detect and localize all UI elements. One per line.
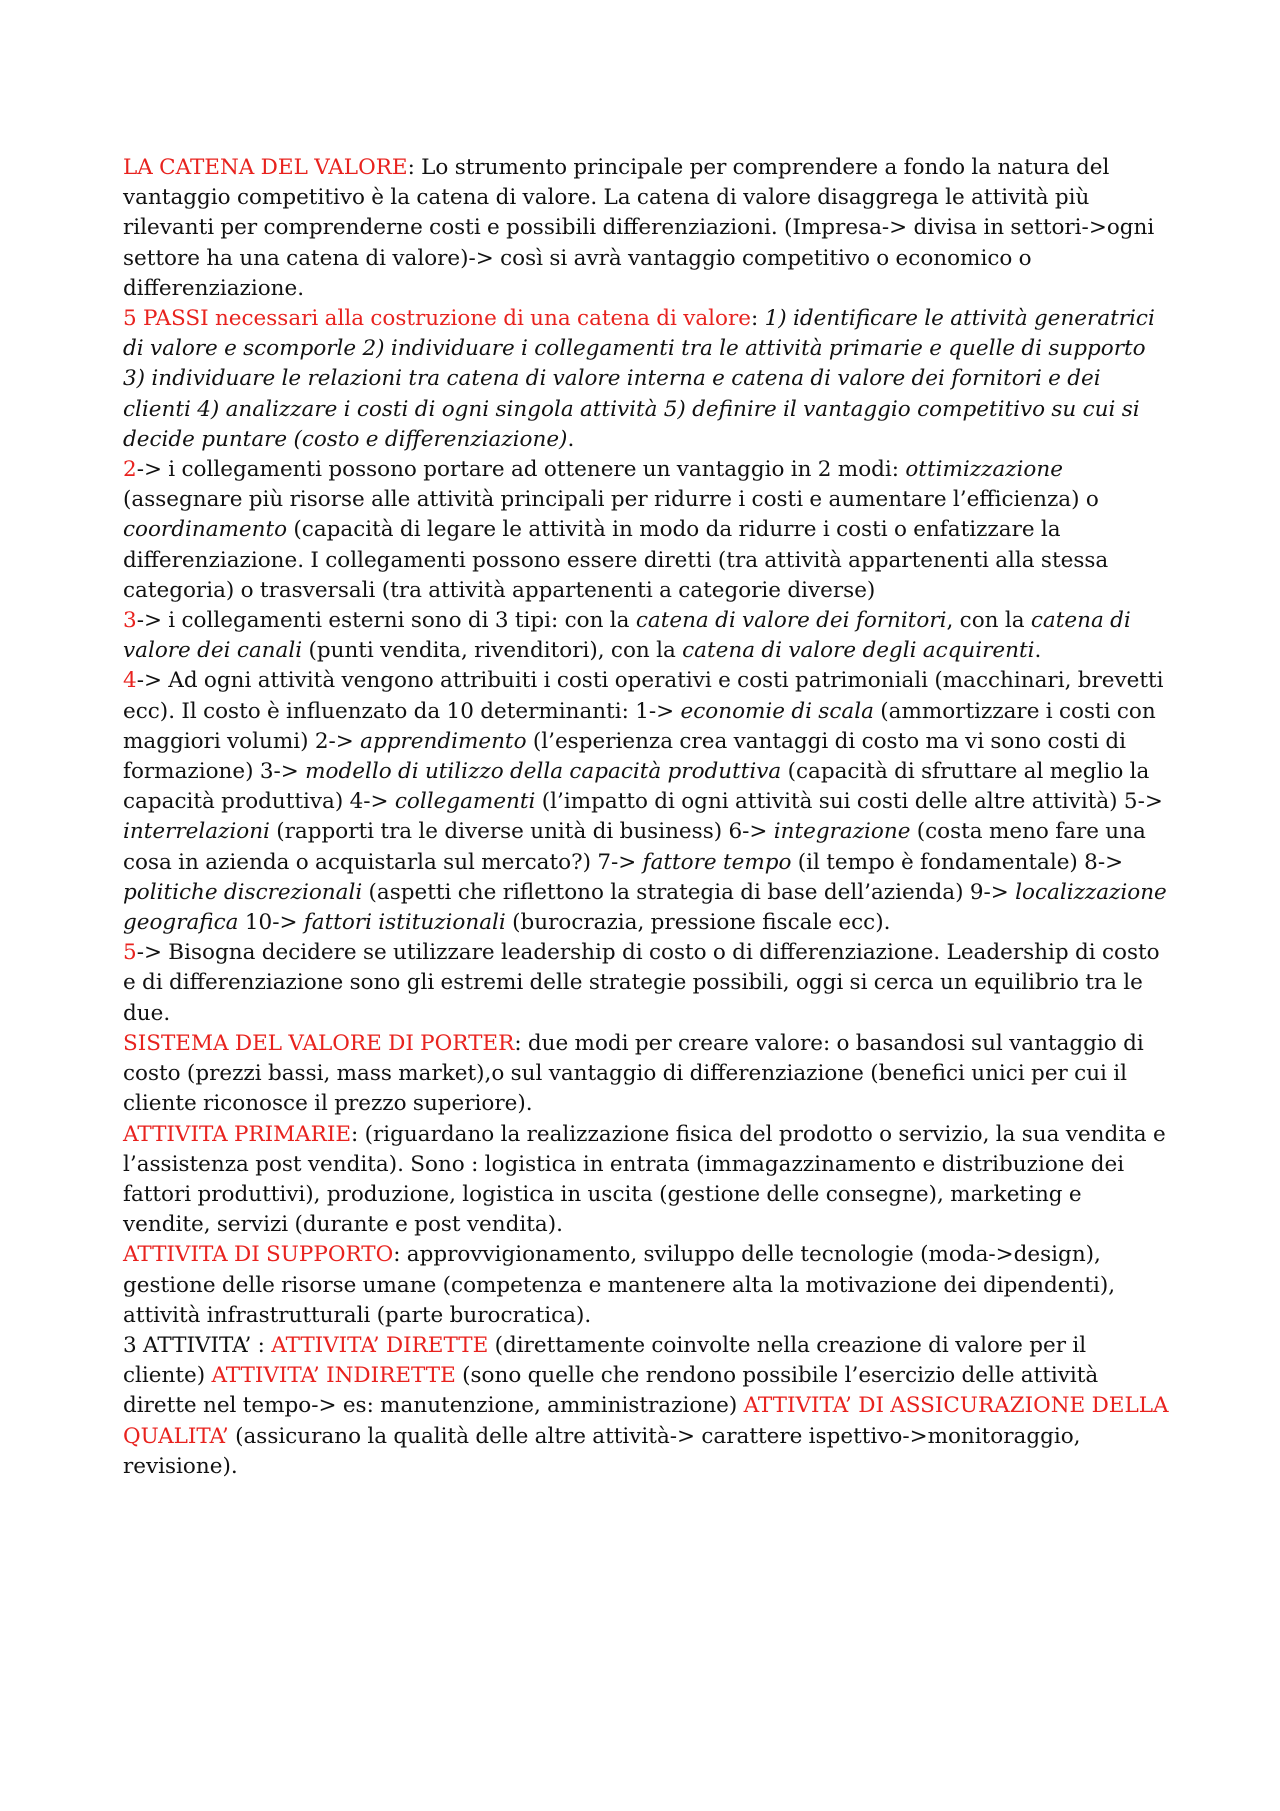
body-text: (ammortizzare i costi con maggiori volumi) 2-> [123,698,1156,754]
body-text: -> i collegamenti esterni sono di 3 tipi: con la [136,608,636,634]
body-text: . [567,426,575,452]
italic-text: modello di utilizzo della capacità produttiva [305,759,782,785]
heading-label: SISTEMA DEL VALORE DI PORTER [123,1030,515,1056]
paragraph-cinque-passi [123,304,1173,455]
body-text: (il tempo è fondamentale) 8-> [791,849,1124,875]
heading-label: ATTIVITA DI SUPPORTO [123,1242,394,1268]
heading-label: ATTIVITA’ DI ASSICURAZIONE DELLA QUALITA’ [123,1393,1169,1449]
body-text: (costa meno fare una cosa in azienda o acquistarla sul mercato?) 7-> [123,819,1146,875]
heading-label: ATTIVITA’ DIRETTE [271,1332,489,1358]
paragraph-sistema-porter [123,1029,1173,1120]
body-text: , con la [946,608,1031,634]
italic-text: politiche discrezionali [123,879,363,905]
heading-label: ATTIVITA’ INDIRETTE [211,1363,456,1389]
paragraph-passo-5 [123,938,1173,1029]
paragraph-tre-attivita [123,1331,1173,1482]
paragraph-passo-4 [123,666,1173,938]
italic-text: ottimizzazione [905,457,1063,483]
heading-label: 5 [123,940,137,966]
italic-text: fattori istituzionali [303,910,506,936]
paragraph-passo-2 [123,455,1173,606]
heading-label: 5 PASSI necessari alla costruzione di una catena di valore [123,306,752,332]
heading-label: LA CATENA DEL VALORE [123,155,408,180]
heading-label: 4 [123,668,137,694]
body-text: . [1034,638,1042,664]
body-text: (direttamente coinvolte nella creazione di valore per il cliente) [123,1332,1087,1389]
body-text: (l’impatto di ogni attività sui costi delle altre attività) 5-> [535,789,1163,815]
body-text: (sono quelle che rendono possibile l’esercizio delle attività dirette nel tempo-> es: manutenzione, amministrazione) [123,1363,1099,1419]
heading-label: 2 [123,457,137,483]
italic-text: integrazione [773,819,911,845]
body-text: -> Bisogna decidere se utilizzare leadership di costo o di differenziazione. Leadership di costo e di differenziazione sono gli estremi delle strategie possibili, oggi si cerca un equilibrio tra le due. [123,940,1160,1026]
body-text: 3 ATTIVITA’ : [123,1332,272,1358]
body-text: (punti vendita, rivenditori), con la [302,638,683,664]
body-text: 10-> [238,910,304,936]
body-text: : Lo strumento principale per comprendere a fondo la natura del vantaggio competitivo è la catena di valore. La catena di valore disaggrega le attività più rilevanti per comprenderne costi e possibili differenziazioni. (Impresa-> divisa in settori->ogni settore ha una catena di valore)-> così si avrà vantaggio competitivo o economico o differenziazione. [123,155,1155,301]
body-text: (rapporti tra le diverse unità di business) 6-> [269,819,774,845]
italic-text: localizzazione geografica [123,879,1167,936]
body-text: (capacità di sfruttare al meglio la capacità produttiva) 4-> [123,759,1150,815]
italic-text: interrelazioni [123,819,270,845]
paragraph-catena-valore [123,153,1173,304]
body-text: (capacità di legare le attività in modo da ridurre i costi o enfatizzare la differenziazione. I collegamenti possono essere diretti (tra attività appartenenti alla stessa categoria) o trasversali (tra attività appartenenti a categorie diverse) [123,517,1109,603]
italic-text: apprendimento [360,728,527,754]
document-body [123,153,1173,1482]
italic-text: 1) identificare le attività generatrici di valore e scomporle 2) individuare i collegamenti tra le attività primarie e quelle di supporto 3) individuare le relazioni tra catena di valore interna e catena di valore dei fornitori e dei clienti 4) analizzare i costi di ogni singola attività 5) definire il vantaggio competitivo su cui si decide puntare (costo e differenziazione) [123,306,1155,452]
italic-text: catena di valore dei fornitori [635,608,947,634]
body-text: (assicurano la qualità delle altre attività-> carattere ispettivo->monitoraggio, revisione). [123,1423,1081,1479]
paragraph-attivita-supporto [123,1240,1173,1331]
italic-text: catena di valore dei canali [123,608,1131,664]
body-text: : due modi per creare valore: o basandosi sul vantaggio di costo (prezzi bassi, mass market),o sul vantaggio di differenziazione (benefici unici per cui il cliente riconosce il prezzo superiore). [123,1030,1144,1117]
body-text: : [751,306,765,332]
italic-text: fattore tempo [642,849,792,875]
paragraph-passo-3 [123,606,1173,666]
paragraph-attivita-primarie [123,1120,1173,1241]
italic-text: coordinamento [123,517,288,543]
heading-label: ATTIVITA PRIMARIE [123,1121,352,1147]
body-text: -> Ad ogni attività vengono attribuiti i costi operativi e costi patrimoniali (macchinari, brevetti ecc). Il costo è influenzato da 10 determinanti: 1-> [123,668,1164,724]
italic-text: collegamenti [394,789,536,815]
body-text: -> i collegamenti possono portare ad ottenere un vantaggio in 2 modi: [136,457,906,483]
heading-label: 3 [123,608,137,634]
italic-text: economie di scala [680,698,874,724]
body-text: (l’esperienza crea vantaggi di costo ma vi sono costi di formazione) 3-> [123,728,1127,785]
body-text: : (riguardano la realizzazione fisica del prodotto o servizio, la sua vendita e l’assistenza post vendita). Sono : logistica in entrata (immagazzinamento e distribuzione dei fattori produttivi), produzione, logistica in uscita (gestione delle consegne), marketing e vendite, servizi (durante e post vendita). [123,1121,1166,1238]
body-text: (aspetti che riflettono la strategia di base dell’azienda) 9-> [362,879,1016,905]
body-text: (assegnare più risorse alle attività principali per ridurre i costi e aumentare l’efficienza) o [123,487,1099,513]
body-text: (burocrazia, pressione fiscale ecc). [505,910,891,936]
body-text: : approvvigionamento, sviluppo delle tecnologie (moda->design), gestione delle risorse umane (competenza e mantenere alta la motivazione dei dipendenti), attività infrastrutturali (parte burocratica). [123,1242,1116,1328]
italic-text: catena di valore degli acquirenti [682,638,1035,664]
